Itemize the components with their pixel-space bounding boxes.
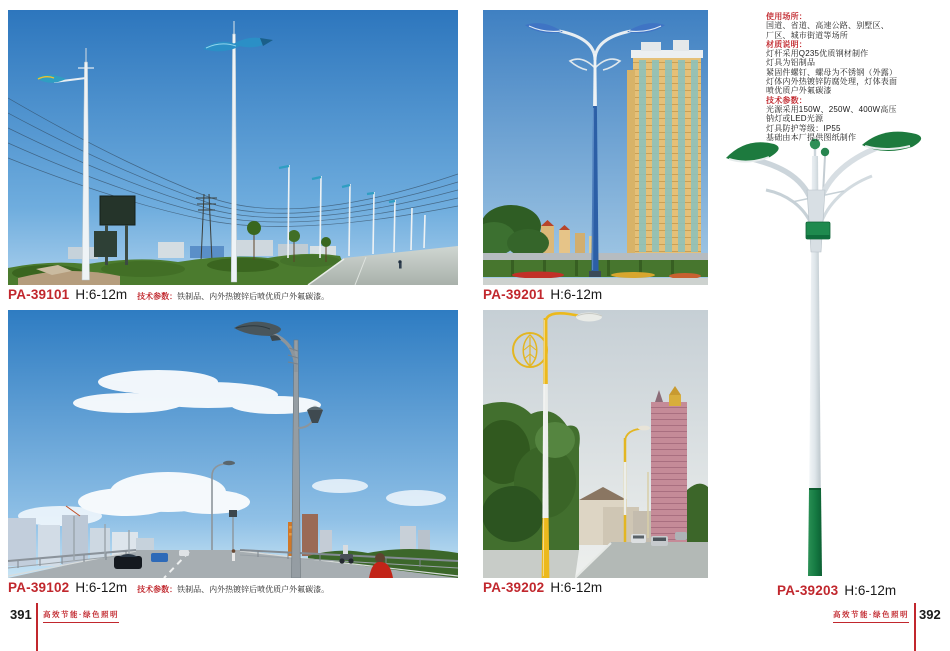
- spec-label: 技术参数：: [137, 292, 178, 301]
- yellow-lamp-street-photo: [483, 310, 708, 578]
- green-leaf-lamp-render: [722, 128, 940, 580]
- footer-slogan-right: 高效节能·绿色照明: [833, 609, 909, 623]
- product-label-pa-39102: [8, 580, 329, 595]
- photo-pa-39202: [483, 310, 708, 578]
- blue-double-arm-lamp-photo: [483, 10, 708, 285]
- info-line: 国道、省道、高速公路、别墅区、: [766, 21, 889, 31]
- product-height: H:6-12m: [844, 583, 897, 598]
- bridge-streetlight-photo: [8, 310, 458, 578]
- footer-slogan-left: 高效节能·绿色照明: [43, 609, 119, 623]
- footer-divider-left: [36, 603, 38, 651]
- product-height: H:6-12m: [75, 580, 128, 595]
- product-spec: [137, 291, 329, 302]
- page-number-right: 392: [919, 607, 941, 622]
- info-line: 钠灯或LED光源: [766, 114, 824, 124]
- product-render-pa-39203: [722, 128, 940, 580]
- product-height: H:6-12m: [550, 287, 603, 302]
- product-label-pa-39202: [483, 580, 602, 595]
- info-line: 灯杆采用Q235优质钢材制作: [766, 49, 869, 59]
- product-label-pa-39101: [8, 287, 329, 302]
- product-height: H:6-12m: [550, 580, 603, 595]
- product-label-pa-39203: [777, 583, 896, 598]
- info-line: 紧固件螺钉、螺母为不锈钢（外露）: [766, 67, 898, 77]
- info-line: 光源采用150W、250W、400W高压: [766, 104, 897, 114]
- road-streetlights-photo: [8, 10, 458, 285]
- product-spec: [137, 584, 329, 595]
- spec-text: 铁制品、内外热镀锌后喷优质户外氟碳漆。: [177, 292, 330, 301]
- spec-text: 铁制品、内外热镀锌后喷优质户外氟碳漆。: [177, 585, 330, 594]
- info-heading-usage: 使用场所：: [766, 12, 807, 21]
- product-code: PA-39101: [8, 287, 70, 302]
- info-line: 喷优质户外氟碳漆: [766, 86, 832, 96]
- product-code: PA-39201: [483, 287, 545, 302]
- product-code: PA-39202: [483, 580, 545, 595]
- info-line: 灯具防护等级：IP55: [766, 123, 841, 133]
- spec-info-block: [766, 12, 946, 142]
- photo-pa-39102: [8, 310, 458, 578]
- info-line: 厂区、城市街道等场所: [766, 30, 848, 40]
- photo-pa-39201: [483, 10, 708, 285]
- product-code: PA-39102: [8, 580, 70, 595]
- footer-divider-right: [914, 603, 916, 651]
- info-heading-material: 材质说明：: [766, 39, 807, 49]
- info-line: 基础由本厂提供图纸制作: [766, 132, 857, 142]
- product-height: H:6-12m: [75, 287, 128, 302]
- product-label-pa-39201: [483, 287, 602, 302]
- product-code: PA-39203: [777, 583, 839, 598]
- info-line: 灯具为铝制品: [766, 58, 816, 68]
- spec-label: 技术参数：: [137, 585, 178, 594]
- info-heading-tech: 技术参数：: [766, 95, 807, 105]
- photo-pa-39101: [8, 10, 458, 285]
- info-line: 灯体内外热镀锌防腐处理，灯体表面: [766, 77, 898, 87]
- page-number-left: 391: [10, 607, 32, 622]
